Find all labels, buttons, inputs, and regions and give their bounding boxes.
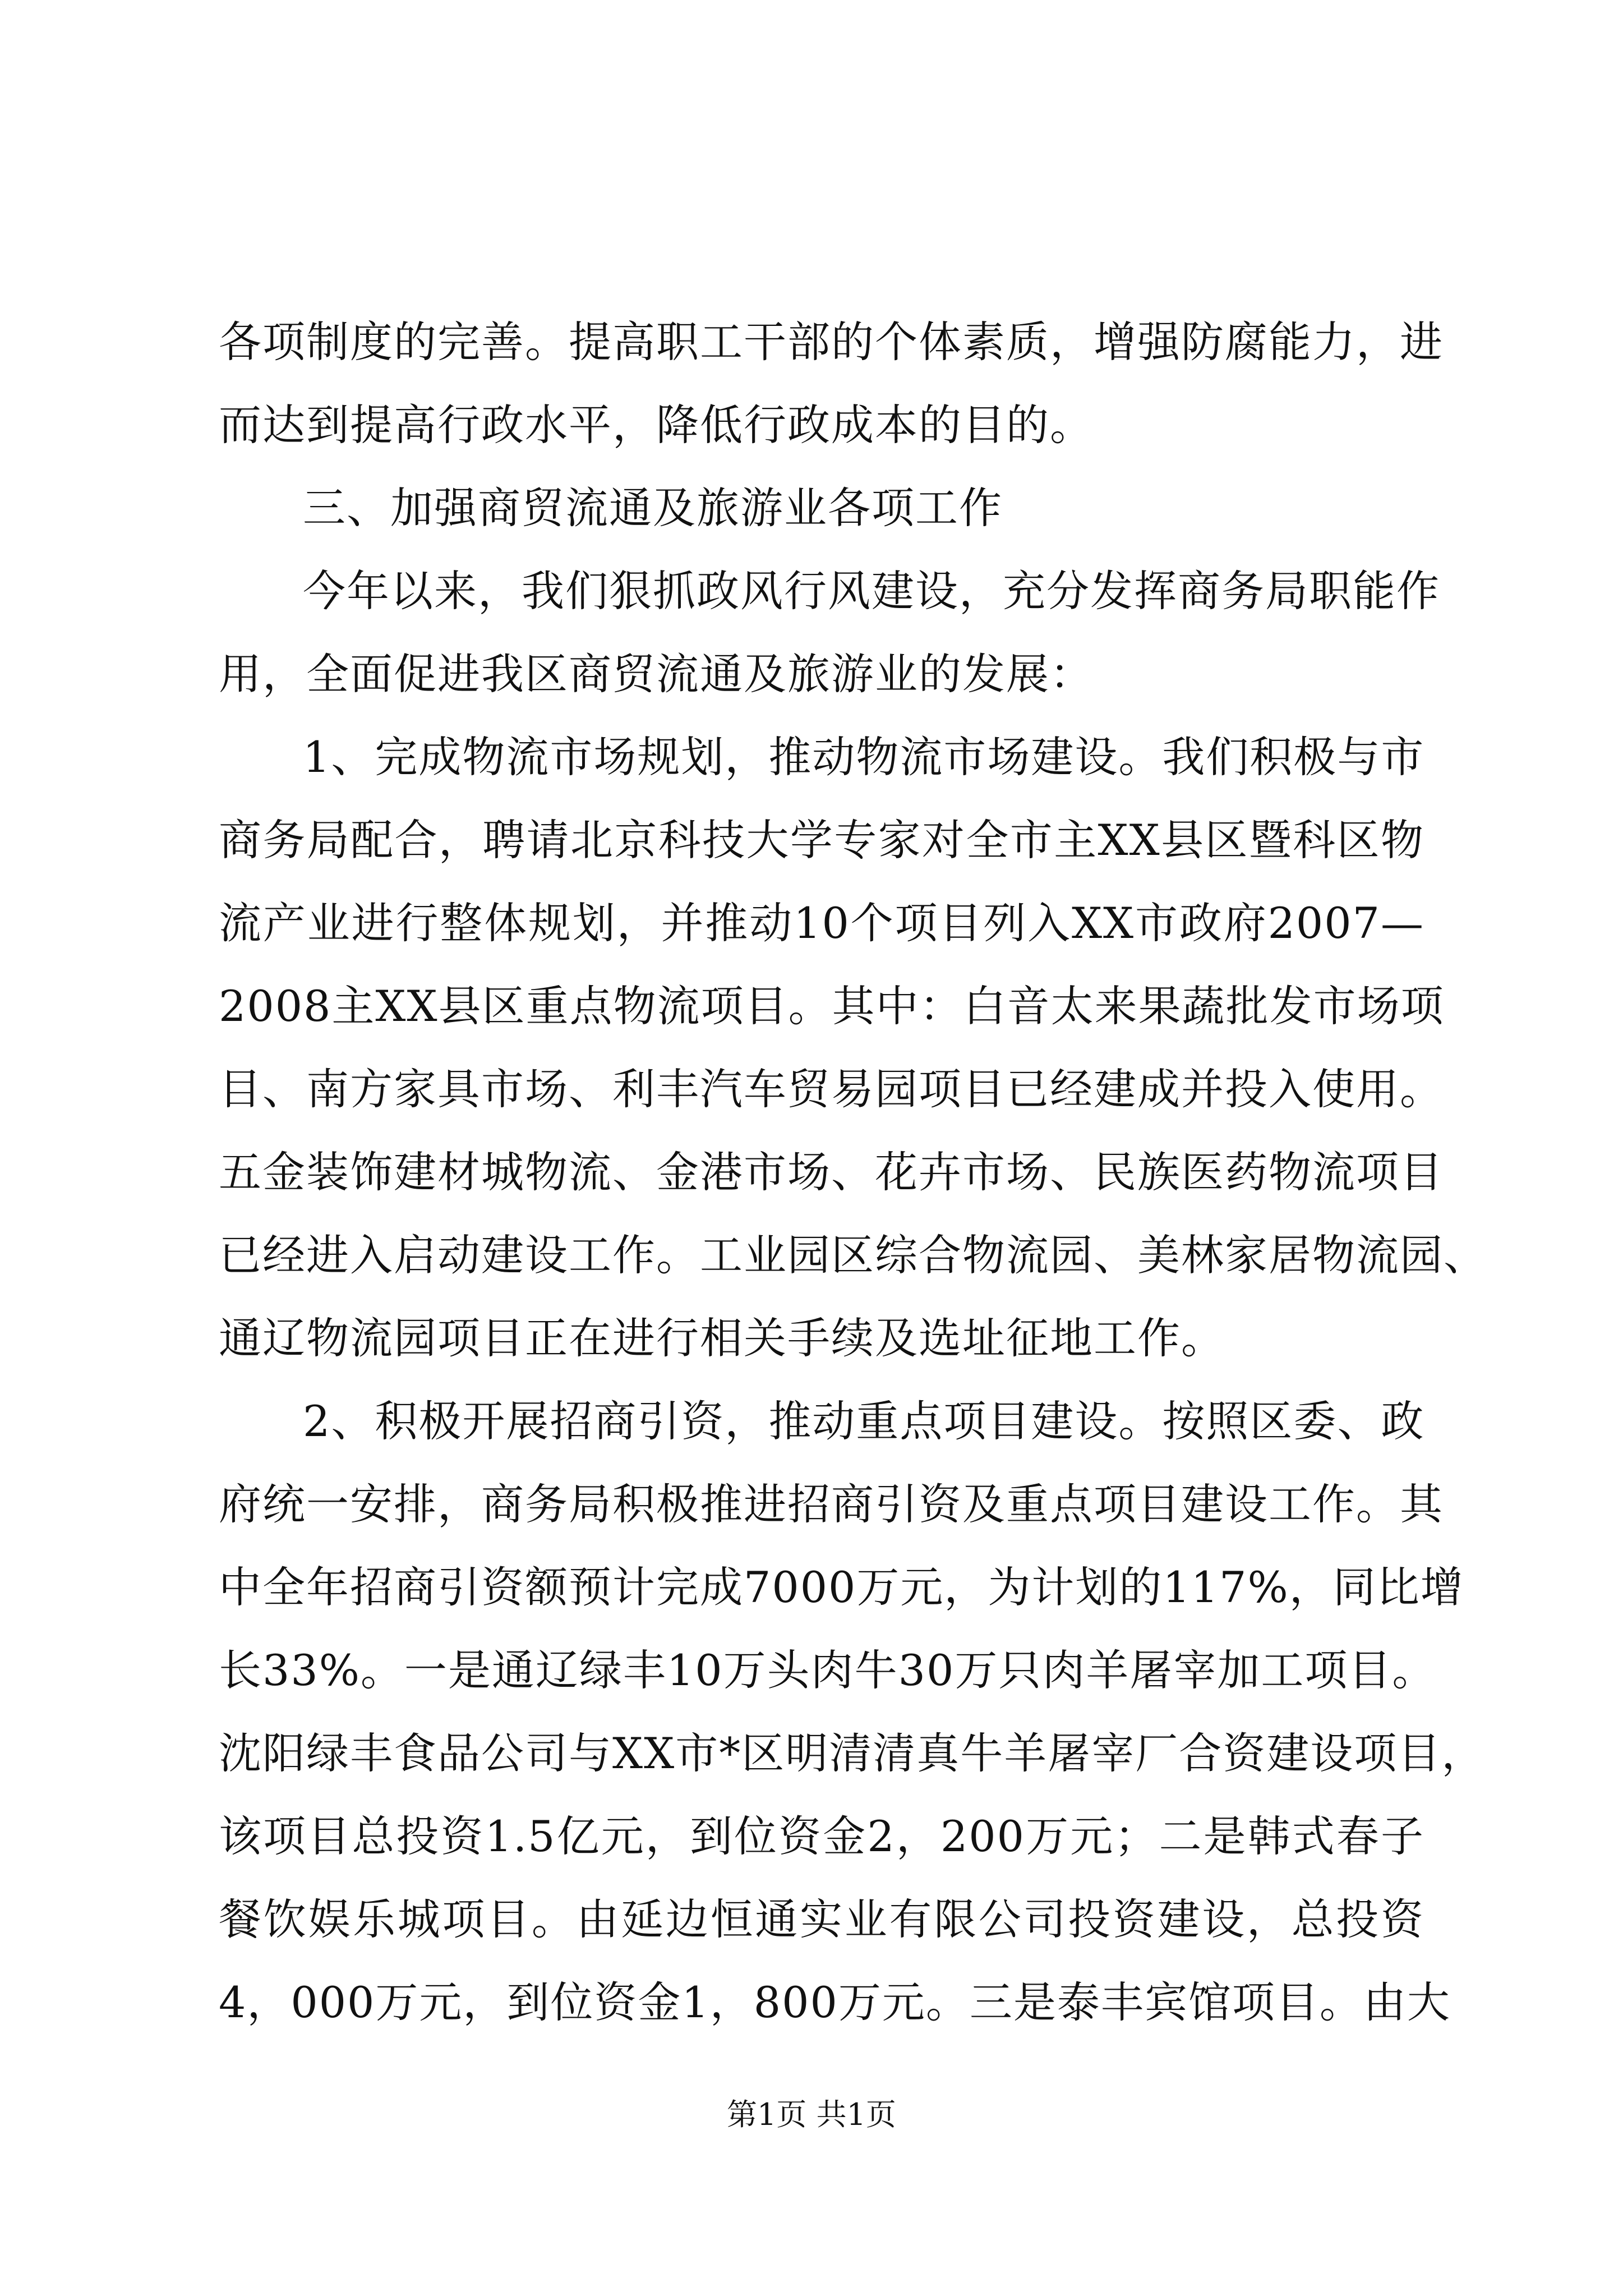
body-line-7: 商务局配合，聘请北京科技大学专家对全市主XX县区暨科区物 (219, 815, 1424, 865)
section-heading: 三、加强商贸流通及旅游业各项工作 (303, 483, 1003, 533)
body-line-9: 2008主XX县区重点物流项目。其中：白音太来果蔬批发市场项 (219, 981, 1445, 1031)
body-line-4: 今年以来，我们狠抓政风行风建设，充分发挥商务局职能作 (303, 566, 1440, 616)
body-line-19: 该项目总投资1.5亿元，到位资金2，200万元；二是韩式春子 (219, 1811, 1424, 1861)
body-line-2: 而达到提高行政水平，降低行政成本的目的。 (219, 400, 1094, 450)
body-line-14: 2、积极开展招商引资，推动重点项目建设。按照区委、政 (303, 1396, 1425, 1446)
body-line-10: 目、南方家具市场、利丰汽车贸易园项目已经建成并投入使用。 (219, 1064, 1444, 1114)
body-line-21: 4，000万元，到位资金1，800万元。三是泰丰宾馆项目。由大 (219, 1977, 1451, 2027)
body-line-12: 已经进入启动建设工作。工业园区综合物流园、美林家居物流园、 (219, 1230, 1487, 1280)
body-line-8: 流产业进行整体规划，并推动10个项目列入XX市政府2007— (219, 898, 1424, 948)
body-line-13: 通辽物流园项目正在进行相关手续及选址征地工作。 (219, 1313, 1225, 1363)
body-line-6: 1、完成物流市场规划，推动物流市场建设。我们积极与市 (303, 732, 1425, 782)
body-line-15: 府统一安排，商务局积极推进招商引资及重点项目建设工作。其 (219, 1479, 1444, 1529)
body-line-20: 餐饮娱乐城项目。由延边恒通实业有限公司投资建设，总投资 (219, 1894, 1424, 1944)
body-line-16: 中全年招商引资额预计完成7000万元，为计划的117%，同比增 (219, 1562, 1464, 1612)
body-line-1: 各项制度的完善。提高职工干部的个体素质，增强防腐能力，进 (219, 317, 1444, 367)
page-footer: 第1页 共1页 (727, 2097, 896, 2132)
body-line-11: 五金装饰建材城物流、金港市场、花卉市场、民族医药物流项目 (219, 1147, 1444, 1197)
body-line-18: 沈阳绿丰食品公司与XX市*区明清清真牛羊屠宰厂合资建设项目， (219, 1728, 1486, 1778)
body-line-5: 用，全面促进我区商贸流通及旅游业的发展： (219, 649, 1094, 699)
body-line-17: 长33%。一是通辽绿丰10万头肉牛30万只肉羊屠宰加工项目。 (219, 1645, 1436, 1695)
